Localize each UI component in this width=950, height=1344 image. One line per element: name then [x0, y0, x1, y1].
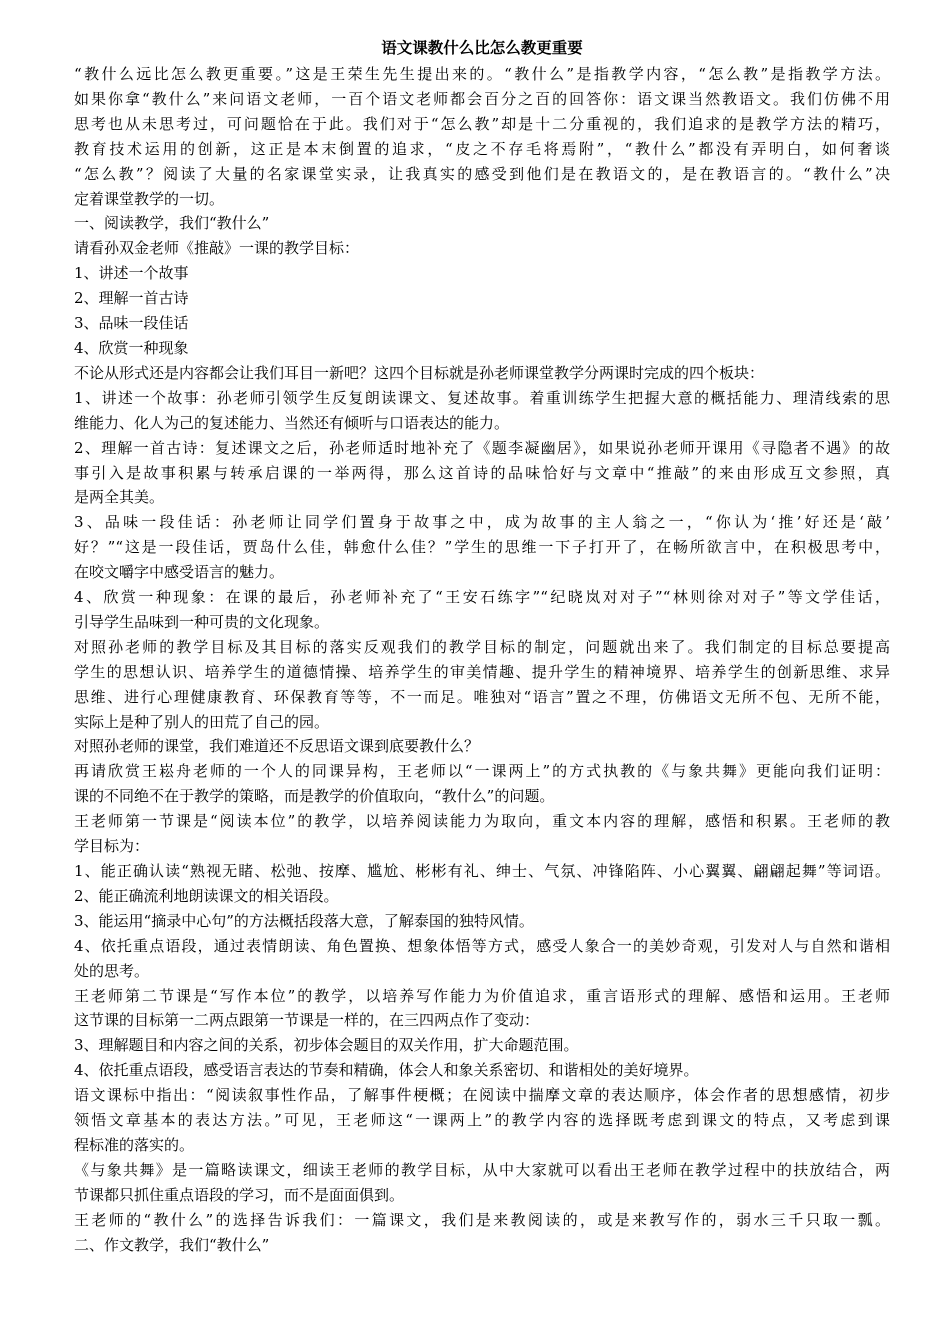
- text-line: 2、能正确流利地朗读课文的相关语段。: [74, 886, 339, 905]
- text-line: 思考也从未思考过，可问题恰在于此。我们对于“怎么教”却是十二分重视的，我们追求的是教学方法的精巧，: [74, 114, 890, 133]
- text-line: 对照孙老师的教学目标及其目标的落实反观我们的教学目标的制定，问题就出来了。我们制定的目标总要提高: [74, 637, 890, 656]
- text-line: 二、作文教学，我们“教什么”: [74, 1235, 270, 1254]
- text-line: 再请欣赏王崧舟老师的一个人的同课异构，王老师以“一课两上”的方式执教的《与象共舞》更能向我们证明：: [74, 762, 890, 781]
- text-line: 1、讲述一个故事：孙老师引领学生反复朗读课文、复述故事。着重训练学生把握大意的概括能力、理清线索的思: [74, 388, 890, 407]
- text-line: 3、品味一段佳话：孙老师让同学们置身于故事之中，成为故事的主人翁之一，“你认为‘推’好还是‘敲’: [74, 513, 890, 532]
- text-line: 维能力、化人为己的复述能力、当然还有倾听与口语表达的能力。: [74, 413, 510, 432]
- text-line: 对照孙老师的课堂，我们难道还不反思语文课到底要教什么？: [74, 737, 480, 756]
- text-line: 处的思考。: [74, 961, 150, 980]
- text-line: 思维、进行心理健康教育、环保教育等等，不一而足。唯独对“语言”置之不理，仿佛语文无所不包、无所不能，: [74, 687, 890, 706]
- text-line: 《与象共舞》是一篇略读课文，细读王老师的教学目标，从中大家就可以看出王老师在教学过程中的扶放结合，两: [74, 1160, 890, 1179]
- text-line: 一、阅读教学，我们“教什么”: [74, 214, 270, 233]
- text-line: 引导学生品味到一种可贵的文化现象。: [74, 612, 330, 631]
- text-line: 如果你拿“教什么”来问语文老师，一百个语文老师都会百分之百的回答你：语文课当然教语文。我们仿佛不用: [74, 89, 890, 108]
- text-line: 程标准的落实的。: [74, 1135, 195, 1154]
- text-line: 是两全其美。: [74, 488, 165, 507]
- text-line: 3、品味一段佳话: [74, 314, 189, 333]
- text-line: 4、依托重点语段，通过表情朗读、角色置换、想象体悟等方式，感受人象合一的美妙奇观，引发对人与自然和谐相: [74, 936, 890, 955]
- text-line: 好？”“这是一段佳话，贾岛什么佳，韩愈什么佳？”学生的思维一下子打开了，在畅所欲言中，在积极思考中，: [74, 538, 890, 557]
- text-line: 在咬文嚼字中感受语言的魅力。: [74, 563, 285, 582]
- document-body: [74, 62, 890, 1258]
- text-line: 节课都只抓住重点语段的学习，而不是面面俱到。: [74, 1185, 405, 1204]
- text-line: 学生的思想认识、培养学生的道德情操、培养学生的审美情趣、提升学生的精神境界、培养学生的创新思维、求异: [74, 662, 890, 681]
- text-line: 学目标为：: [74, 837, 150, 856]
- text-line: 事引入是故事积累与转承启课的一举两得，那么这首诗的品味恰好与文章中“推敲”的来由形成互文参照，真: [74, 463, 890, 482]
- text-line: 2、理解一首古诗：复述课文之后，孙老师适时地补充了《题李凝幽居》，如果说孙老师开课用《寻隐者不遇》的故: [74, 438, 890, 457]
- text-line: 王老师第一节课是“阅读本位”的教学，以培养阅读能力为取向，重文本内容的理解，感悟和积累。王老师的教: [74, 812, 890, 831]
- text-line: 3、理解题目和内容之间的关系，初步体会题目的双关作用，扩大命题范围。: [74, 1036, 579, 1055]
- text-line: 3、能运用“摘录中心句”的方法概括段落大意，了解泰国的独特风情。: [74, 911, 534, 930]
- text-line: 课的不同绝不在于教学的策略，而是教学的价值取向，“教什么”的问题。: [74, 787, 555, 806]
- text-line: 实际上是种了别人的田荒了自己的园。: [74, 712, 330, 731]
- text-line: 4、欣赏一种现象：在课的最后，孙老师补充了“王安石练字”“纪晓岚对对子”“林则徐对对子”等文学佳话，: [74, 588, 890, 607]
- text-line: 4、依托重点语段，感受语言表达的节奏和精确，体会人和象关系密切、和谐相处的美好境界。: [74, 1061, 699, 1080]
- text-line: 这节课的目标第一二两点跟第一节课是一样的，在三四两点作了变动：: [74, 1011, 540, 1030]
- text-line: 教育技术运用的创新，这正是本末倒置的追求，“皮之不存毛将焉附”，“教什么”都没有弄明白，如何奢谈: [74, 139, 890, 158]
- text-line: 领悟文章基本的表达方法。”可见，王老师这“一课两上”的教学内容的选择既考虑到课文的特点，又考虑到课: [74, 1111, 890, 1130]
- text-line: 1、能正确认读“熟视无睹、松弛、按摩、尴尬、彬彬有礼、绅士、气氛、冲锋陷阵、小心翼翼、翩翩起舞”等词语。: [74, 862, 890, 880]
- text-line: 不论从形式还是内容都会让我们耳目一新吧？这四个目标就是孙老师课堂教学分两课时完成的四个板块：: [74, 363, 765, 382]
- text-line: “怎么教”？阅读了大量的名家课堂实录，让我真实的感受到他们是在教语文的，是在教语言的。“教什么”决: [74, 164, 890, 183]
- text-line: 2、理解一首古诗: [74, 289, 189, 308]
- text-line: 请看孙双金老师《推敲》一课的教学目标：: [74, 239, 360, 258]
- text-line: 4、欣赏一种现象: [74, 338, 189, 357]
- text-line: 1、讲述一个故事: [74, 264, 189, 283]
- text-line: 语文课标中指出：“阅读叙事性作品，了解事件梗概；在阅读中揣摩文章的表达顺序，体会作者的思想感情，初步: [74, 1086, 890, 1105]
- text-line: 定着课堂教学的一切。: [74, 189, 225, 208]
- text-line: 王老师第二节课是“写作本位”的教学，以培养写作能力为价值追求，重言语形式的理解、感悟和运用。王老师: [74, 986, 890, 1005]
- text-line: 王老师的“教什么”的选择告诉我们：一篇课文，我们是来教阅读的，或是来教写作的，弱水三千只取一瓢。: [74, 1210, 890, 1229]
- document-title: 语文课教什么比怎么教更重要: [381, 38, 583, 57]
- text-line: “教什么远比怎么教更重要。”这是王荣生先生提出来的。“教什么”是指教学内容，“怎么教”是指教学方法。: [74, 65, 890, 83]
